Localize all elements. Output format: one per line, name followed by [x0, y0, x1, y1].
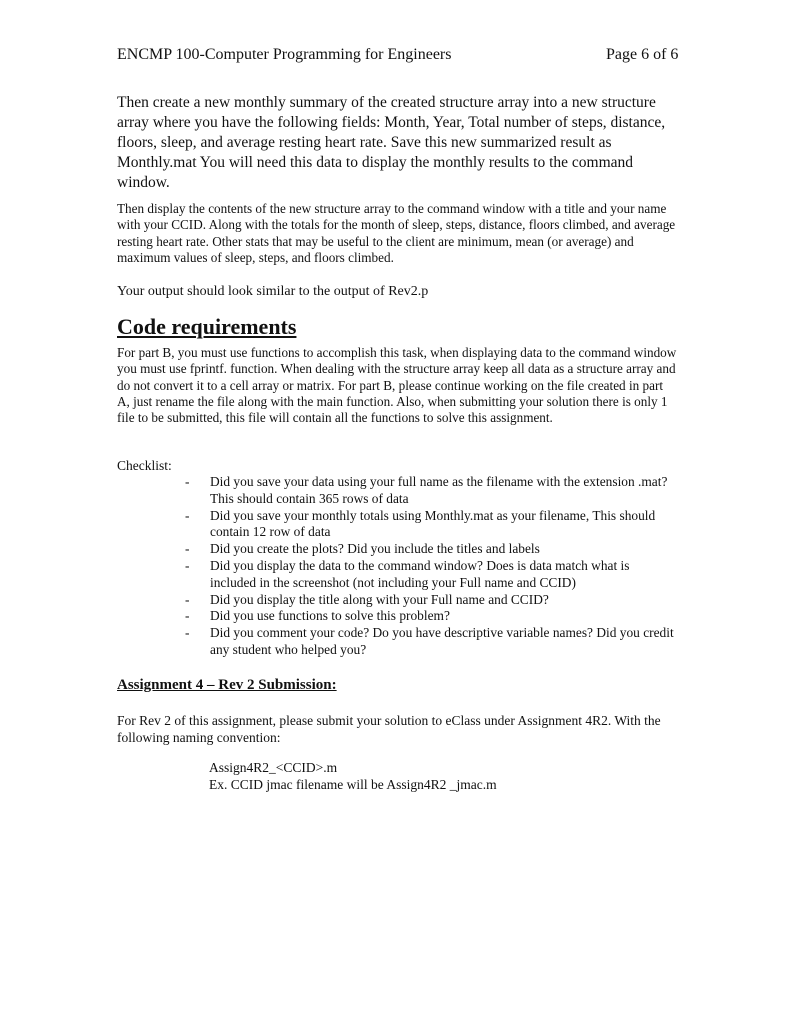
checklist-item-text: Did you display the data to the command window? Does is data match what is included in the screenshot (not including your Full name and CCID)	[210, 557, 630, 590]
paragraph-monthly-summary: Then create a new monthly summary of the created structure array into a new structure array where you have the following fields: Month, Year, Total number of steps, distance, floors, sleep, and average resting heart rate. Save this new summarized result as Monthly.mat You will need this data to display the monthly results to the command window.	[117, 94, 666, 191]
checklist-item-text: Did you use functions to solve this problem?	[210, 608, 450, 624]
checklist	[185, 474, 675, 659]
dash-bullet: -	[185, 474, 190, 489]
checklist-item	[185, 558, 675, 592]
header-course-title: ENCMP 100-Computer Programming for Engineers	[117, 46, 452, 63]
dash-bullet: -	[185, 625, 190, 641]
checklist-item	[185, 625, 675, 659]
paragraph-display-instructions: Then display the contents of the new structure array to the command window with a title and your name with your CCID. Along with the totals for the month of sleep, steps, distance, floors climbed, and average resting heart rate. Other stats that may be useful to the client are minimum, mean (or average) and maximum values of sleep, steps, and floors climbed.	[117, 201, 676, 266]
checklist-label: Checklist:	[117, 458, 172, 473]
submission-body: For Rev 2 of this assignment, please submit your solution to eClass under Assignment 4R2. With the following naming convention:	[117, 713, 661, 745]
naming-convention	[209, 760, 497, 793]
checklist-item-text: Did you create the plots? Did you include the titles and labels	[210, 541, 540, 557]
dash-bullet: -	[185, 541, 190, 557]
code-requirements-heading: Code requirements	[117, 314, 297, 339]
naming-format: Assign4R2_<CCID>.m	[209, 760, 338, 775]
checklist-item-text: Did you save your data using your full name as the filename with the extension .mat? This should contain 365 rows of data	[210, 474, 668, 506]
submission-heading: Assignment 4 – Rev 2 Submission:	[117, 677, 337, 693]
naming-example: Ex. CCID jmac filename will be Assign4R2 _jmac.m	[209, 776, 497, 792]
dash-bullet: -	[185, 608, 190, 624]
code-requirements-body: For part B, you must use functions to accomplish this task, when displaying data to the command window you must use fprintf. function. When dealing with the structure array keep all data as a structure array and do not convert it to a cell array or matrix. For part B, please continue working on the file created in part A, just rename the file along with the main function. Also, when submitting your solution there is only 1 file to be submitted, this file will contain all the functions to solve this assignment.	[117, 345, 677, 426]
checklist-item-text: Did you comment your code? Do you have descriptive variable names? Did you credit any student who helped you?	[210, 625, 674, 657]
dash-bullet: -	[185, 507, 190, 523]
paragraph-output-note: Your output should look similar to the output of Rev2.p	[117, 284, 429, 299]
checklist-item	[185, 592, 675, 609]
checklist-item-text: Did you save your monthly totals using Monthly.mat as your filename, This should contain 12 row of data	[210, 507, 656, 540]
checklist-item	[185, 508, 675, 542]
checklist-item	[185, 608, 675, 625]
header-page-number: Page 6 of 6	[606, 46, 679, 63]
checklist-item	[185, 541, 675, 558]
checklist-item-text: Did you display the title along with your Full name and CCID?	[210, 591, 549, 607]
checklist-item	[185, 474, 675, 508]
dash-bullet: -	[185, 591, 190, 607]
dash-bullet: -	[185, 557, 190, 573]
